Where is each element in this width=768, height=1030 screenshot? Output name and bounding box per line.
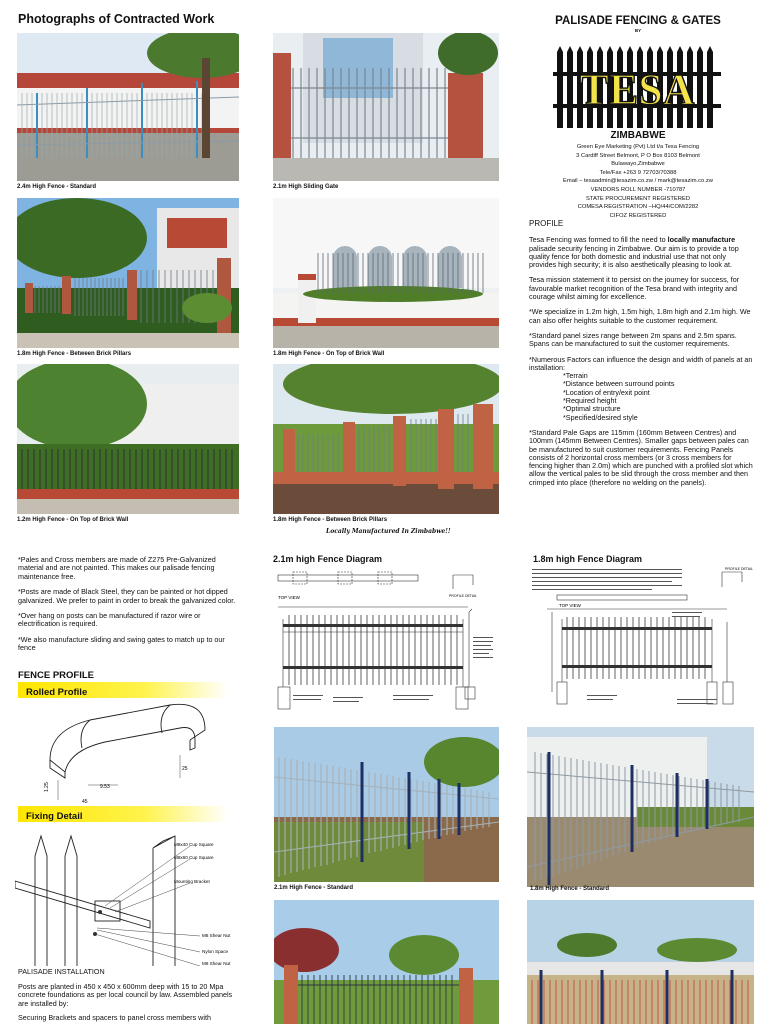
photo-caption: 1.2m High Fence - On Top of Brick Wall xyxy=(17,517,129,523)
fence-profile-heading: FENCE PROFILE xyxy=(18,670,95,681)
tesa-logo xyxy=(553,42,721,130)
fixing-label: M8x40 Cup Square xyxy=(174,842,214,847)
photo-1-8m-between-pillars-2 xyxy=(273,364,499,514)
photo-caption: 2.4m High Fence - Standard xyxy=(17,184,97,190)
profile-text: Tesa Fencing was formed to fill the need to xyxy=(529,235,668,245)
logo-wordmark: TESA xyxy=(579,65,695,114)
diagram-2-1m-title: 2.1m high Fence Diagram xyxy=(273,554,383,564)
profile-text: palisade security fencing in Zimbabwe. Our aim is to provide a top quality fence for both domestic and industrial use that not only provides high security; it is also aesthetically pleasing to look at. xyxy=(529,243,739,270)
fixing-detail-bar xyxy=(18,806,228,822)
features-section xyxy=(18,556,240,660)
company-line: CIFOZ REGISTERED xyxy=(609,212,667,219)
diagram-1-8m xyxy=(527,567,755,722)
fixing-label: M8 Shear Nut xyxy=(202,961,231,966)
fixing-detail-label: Fixing Detail xyxy=(26,811,83,822)
logo-country: ZIMBABWE xyxy=(610,130,666,141)
feature-paragraph: *Posts are made of Black Steel, they can be painted or hot dipped galvanized. We prefer to paint in order to break the galvanized color. xyxy=(18,587,236,605)
rolled-profile-bar xyxy=(18,682,228,698)
company-line: COMESA REGISTRATION –HQ/44/COM/2282 xyxy=(577,204,699,211)
feature-paragraph: *Pales and Cross members are made of Z275 Pre-Galvanized material and are not painted. This makes our palisade fencing maintenance free. xyxy=(18,555,216,581)
dim-label: 9.53 xyxy=(100,784,110,790)
profile-paragraph-2: Tesa mission statement it to persist on the journey for success, for favourable market recognition of the Tesa brand with integrity and courage whilst aiming for excellence. xyxy=(529,275,740,302)
top-view-label: TOP VIEW xyxy=(559,603,581,608)
photo-fence-field-bottom xyxy=(527,900,754,1024)
company-line: Tele/Fax +263 9 72703/70388 xyxy=(599,169,677,176)
company-line: VENDORS ROLL NUMBER -710787 xyxy=(590,186,686,193)
profile-paragraph-1 xyxy=(529,236,754,269)
photo-1-8m-on-brick-wall xyxy=(273,198,499,348)
photo-caption: 1.8m High Fence - Between Brick Pillars xyxy=(273,517,388,523)
photo-fence-pillars-bottom xyxy=(274,900,499,1024)
locally-manufactured-note: Locally Manufactured In Zimbabwe!! xyxy=(326,528,451,535)
photo-2-1m-sliding-gate xyxy=(273,33,499,181)
page-title: Photographs of Contracted Work xyxy=(18,12,215,26)
right-title: PALISADE FENCING & GATES xyxy=(555,15,721,27)
diagram-1-8m-title: 1.8m high Fence Diagram xyxy=(533,554,643,564)
company-line: 3 Cardiff Street Belmont, P O Box 8103 Belmont xyxy=(576,152,700,159)
profile-paragraph-3: *We specialize in 1.2m high, 1.5m high, 1.8m high and 2.1m high. We can also offer heights suitable to the customer requirement. xyxy=(529,307,751,325)
fixing-detail-drawing xyxy=(15,826,245,966)
fixing-label: Nylon Space xyxy=(202,949,229,954)
top-view-label: TOP VIEW xyxy=(278,595,300,600)
photo-1-8m-between-pillars xyxy=(17,198,239,348)
profile-paragraph-5: *Numerous Factors can influence the design and width of panels at an installation: xyxy=(529,354,753,372)
factor-item: *Optimal structure xyxy=(563,404,621,414)
installation-heading: PALISADE INSTALLATION xyxy=(18,967,105,976)
company-line: STATE PROCUREMENT REGISTERED xyxy=(585,195,691,202)
installation-section xyxy=(18,968,240,1030)
installation-paragraph: Posts are planted in 450 x 450 x 600mm deep with 15 to 20 Mpa concrete foundations as per local council by law. Assembled panels are installed by: xyxy=(18,981,233,1008)
photo-caption: 1.8m High Fence - Standard xyxy=(530,886,610,892)
rolled-profile-drawing xyxy=(30,700,230,805)
by-label: BY xyxy=(634,28,642,33)
factor-item: *Distance between surround points xyxy=(563,379,675,389)
factor-item: *Location of entry/exit point xyxy=(563,387,650,397)
company-line: Bulawayo,Zimbabwe xyxy=(611,161,665,168)
company-email[interactable]: Email – tesaadmin@tesazim.co.zw / mark@tesazim.co.zw xyxy=(563,178,713,185)
profile-emphasis: locally manufacture xyxy=(667,235,736,245)
profile-heading: PROFILE xyxy=(529,219,564,228)
fixing-label: M8x60 Cup Square xyxy=(174,855,214,860)
profile-paragraph-6: *Standard Pale Gaps are 115mm (160mm Between Centres) and 100mm (145mm Between Centres). Smaller gaps between pales can be manufactured to suit customer requirements. Fencing Panels consists of 2 horizontal cross members (or 3 cross members for fencing higher than 2.0m) which are punched with a profiled slot which allow the vertical pales to be slid through the cross member and then crimped into place (therefore no welding on the panels). xyxy=(529,427,753,487)
dim-label: 25 xyxy=(182,766,188,772)
photo-caption: 2.1m High Sliding Gate xyxy=(273,184,339,190)
profile-paragraph-4: *Standard panel sizes range between 2m spans and 2.5m spans. Spans can be manufactured to suit the customer requirements. xyxy=(529,330,737,349)
photo-1-8m-standard xyxy=(527,727,754,887)
fixing-label: M8 Shear Nut xyxy=(202,933,231,938)
photo-2-1m-standard xyxy=(274,727,499,882)
rolled-profile-label: Rolled Profile xyxy=(26,687,88,698)
profile-detail-label: PROFILE DETAIL xyxy=(449,594,477,598)
photo-caption: 1.8m High Fence - Between Brick Pillars xyxy=(17,351,132,357)
photo-1-2m-on-brick-wall xyxy=(17,364,239,514)
installation-paragraph: Securing Brackets and spacers to panel cross members with xyxy=(18,1013,211,1023)
feature-paragraph: *We also manufacture sliding and swing gates to match up to our fence xyxy=(18,634,225,653)
diagram-2-1m xyxy=(273,567,499,722)
feature-paragraph: *Over hang on posts can be manufactured if razor wire or electrification is required. xyxy=(18,611,201,629)
factor-list xyxy=(529,372,754,422)
profile-detail-label: PROFILE DETAIL xyxy=(725,567,753,571)
factor-item: *Specified/desired style xyxy=(563,412,638,422)
company-line: Green Eye Marketing (Pvt) Ltd t/a Tesa Fencing xyxy=(576,144,700,150)
dim-label: 45 xyxy=(82,799,88,805)
photo-2-4m-fence-standard xyxy=(17,33,239,181)
factor-item: *Terrain xyxy=(563,371,588,381)
fixing-label: Mounting Bracket xyxy=(174,879,210,884)
profile-section xyxy=(529,220,754,494)
photo-caption: 1.8m High Fence - On Top of Brick Wall xyxy=(273,351,385,357)
company-info xyxy=(526,143,750,220)
dim-label: 1.25 xyxy=(44,782,50,792)
photo-caption: 2.1m High Fence - Standard xyxy=(274,885,354,891)
factor-item: *Required height xyxy=(563,396,617,406)
